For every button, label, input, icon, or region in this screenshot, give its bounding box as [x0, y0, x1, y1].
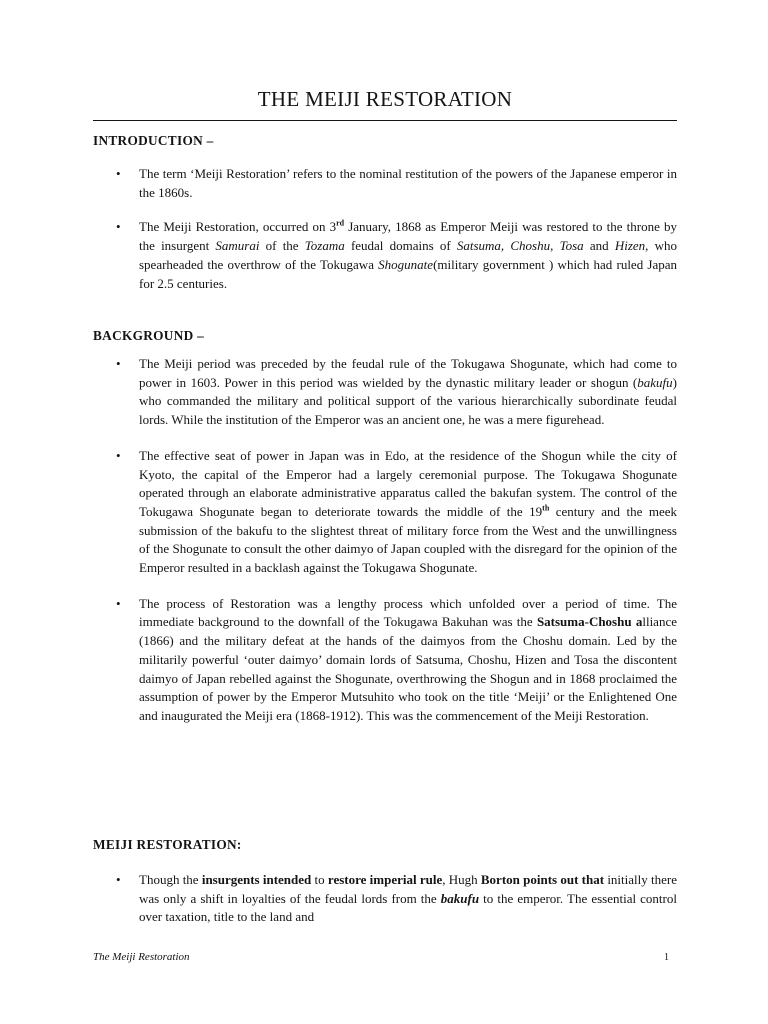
section-heading-background: BACKGROUND –	[93, 328, 205, 343]
list-item	[93, 165, 677, 202]
bullet-icon: •	[116, 595, 121, 611]
footer-page-number: 1	[664, 952, 669, 963]
page-title: THE MEIJI RESTORATION	[257, 87, 513, 111]
bullet-text: The Meiji Restoration, occurred on 3rd January, 1868 as Emperor Meiji was restored to the throne by the insurgent Samurai of the Tozama feudal domains of Satsuma, Choshu, Tosa and Hizen, who spearheaded the overthrow of the Tokugawa Shogunate(military government ) which had ruled Japan for 2.5 centuries.	[139, 219, 677, 291]
introduction-bullet-list	[93, 165, 677, 293]
meiji-restoration-bullet-list	[93, 871, 677, 927]
bullet-icon: •	[116, 219, 121, 235]
bullet-text: Though the insurgents intended to restore imperial rule, Hugh Borton points out that initially there was only a shift in loyalties of the feudal lords from the bakufu to the emperor. The essential control over taxation, title to the land and	[139, 872, 677, 925]
list-item	[93, 447, 677, 578]
bullet-icon: •	[116, 166, 121, 181]
list-item	[93, 595, 677, 726]
bullet-text: The Meiji period was preceded by the feudal rule of the Tokugawa Shogunate, which had come to power in 1603. Power in this period was wielded by the dynastic military leader or shogun (bakufu) who commanded the military and political support of the various hierarchically subordinate feudal lords. While the institution of the Emperor was an ancient one, he was a mere figurehead.	[139, 356, 677, 428]
bullet-icon: •	[116, 356, 121, 371]
list-item	[93, 871, 677, 927]
list-item	[93, 218, 677, 293]
bullet-text: The effective seat of power in Japan was in Edo, at the residence of the Shogun while the city of Kyoto, the capital of the Emperor had a largely ceremonial purpose. The Tokugawa Shogunate operated through an elaborate administrative apparatus called the bakufan system. The control of the Tokugawa Shogunate began to deteriorate towards the middle of the 19th century and the meek submission of the bakufu to the slightest threat of military force from the West and the unwillingness of the Shogunate to consult the other daimyo of Japan coupled with the disregard for the opinion of the Emperor resulted in a backlash against the Tokugawa Shogunate.	[139, 447, 677, 576]
section-heading-introduction: INTRODUCTION –	[93, 133, 214, 148]
bullet-icon: •	[116, 447, 121, 463]
footer-document-title: The Meiji Restoration	[93, 951, 190, 963]
section-heading-meiji-restoration: MEIJI RESTORATION:	[93, 837, 242, 852]
title-underline	[93, 120, 677, 121]
list-item	[93, 355, 677, 430]
bullet-text: The term ‘Meiji Restoration’ refers to the nominal restitution of the powers of the Japanese emperor in the 1860s.	[139, 166, 677, 200]
background-bullet-list	[93, 355, 677, 726]
bullet-text: The process of Restoration was a lengthy process which unfolded over a period of time. The immediate background to the downfall of the Tokugawa Bakuhan was the Satsuma-Choshu alliance (1866) and the military defeat at the hands of the daimyos from the Choshu domain. Led by the militarily powerful ‘outer daimyo’ domain lords of Satsuma, Choshu, Hizen and Tosa the discontent daimyo of Japan rebelled against the Shogunate, overthrowing the Shogun and in 1868 proclaimed the assumption of power by the Emperor Mutsuhito who took on the title ‘Meiji’ or the Enlightened One and inaugurated the Meiji era (1868-1912). This was the commencement of the Meiji Restoration.	[139, 595, 677, 723]
bullet-icon: •	[116, 872, 121, 887]
